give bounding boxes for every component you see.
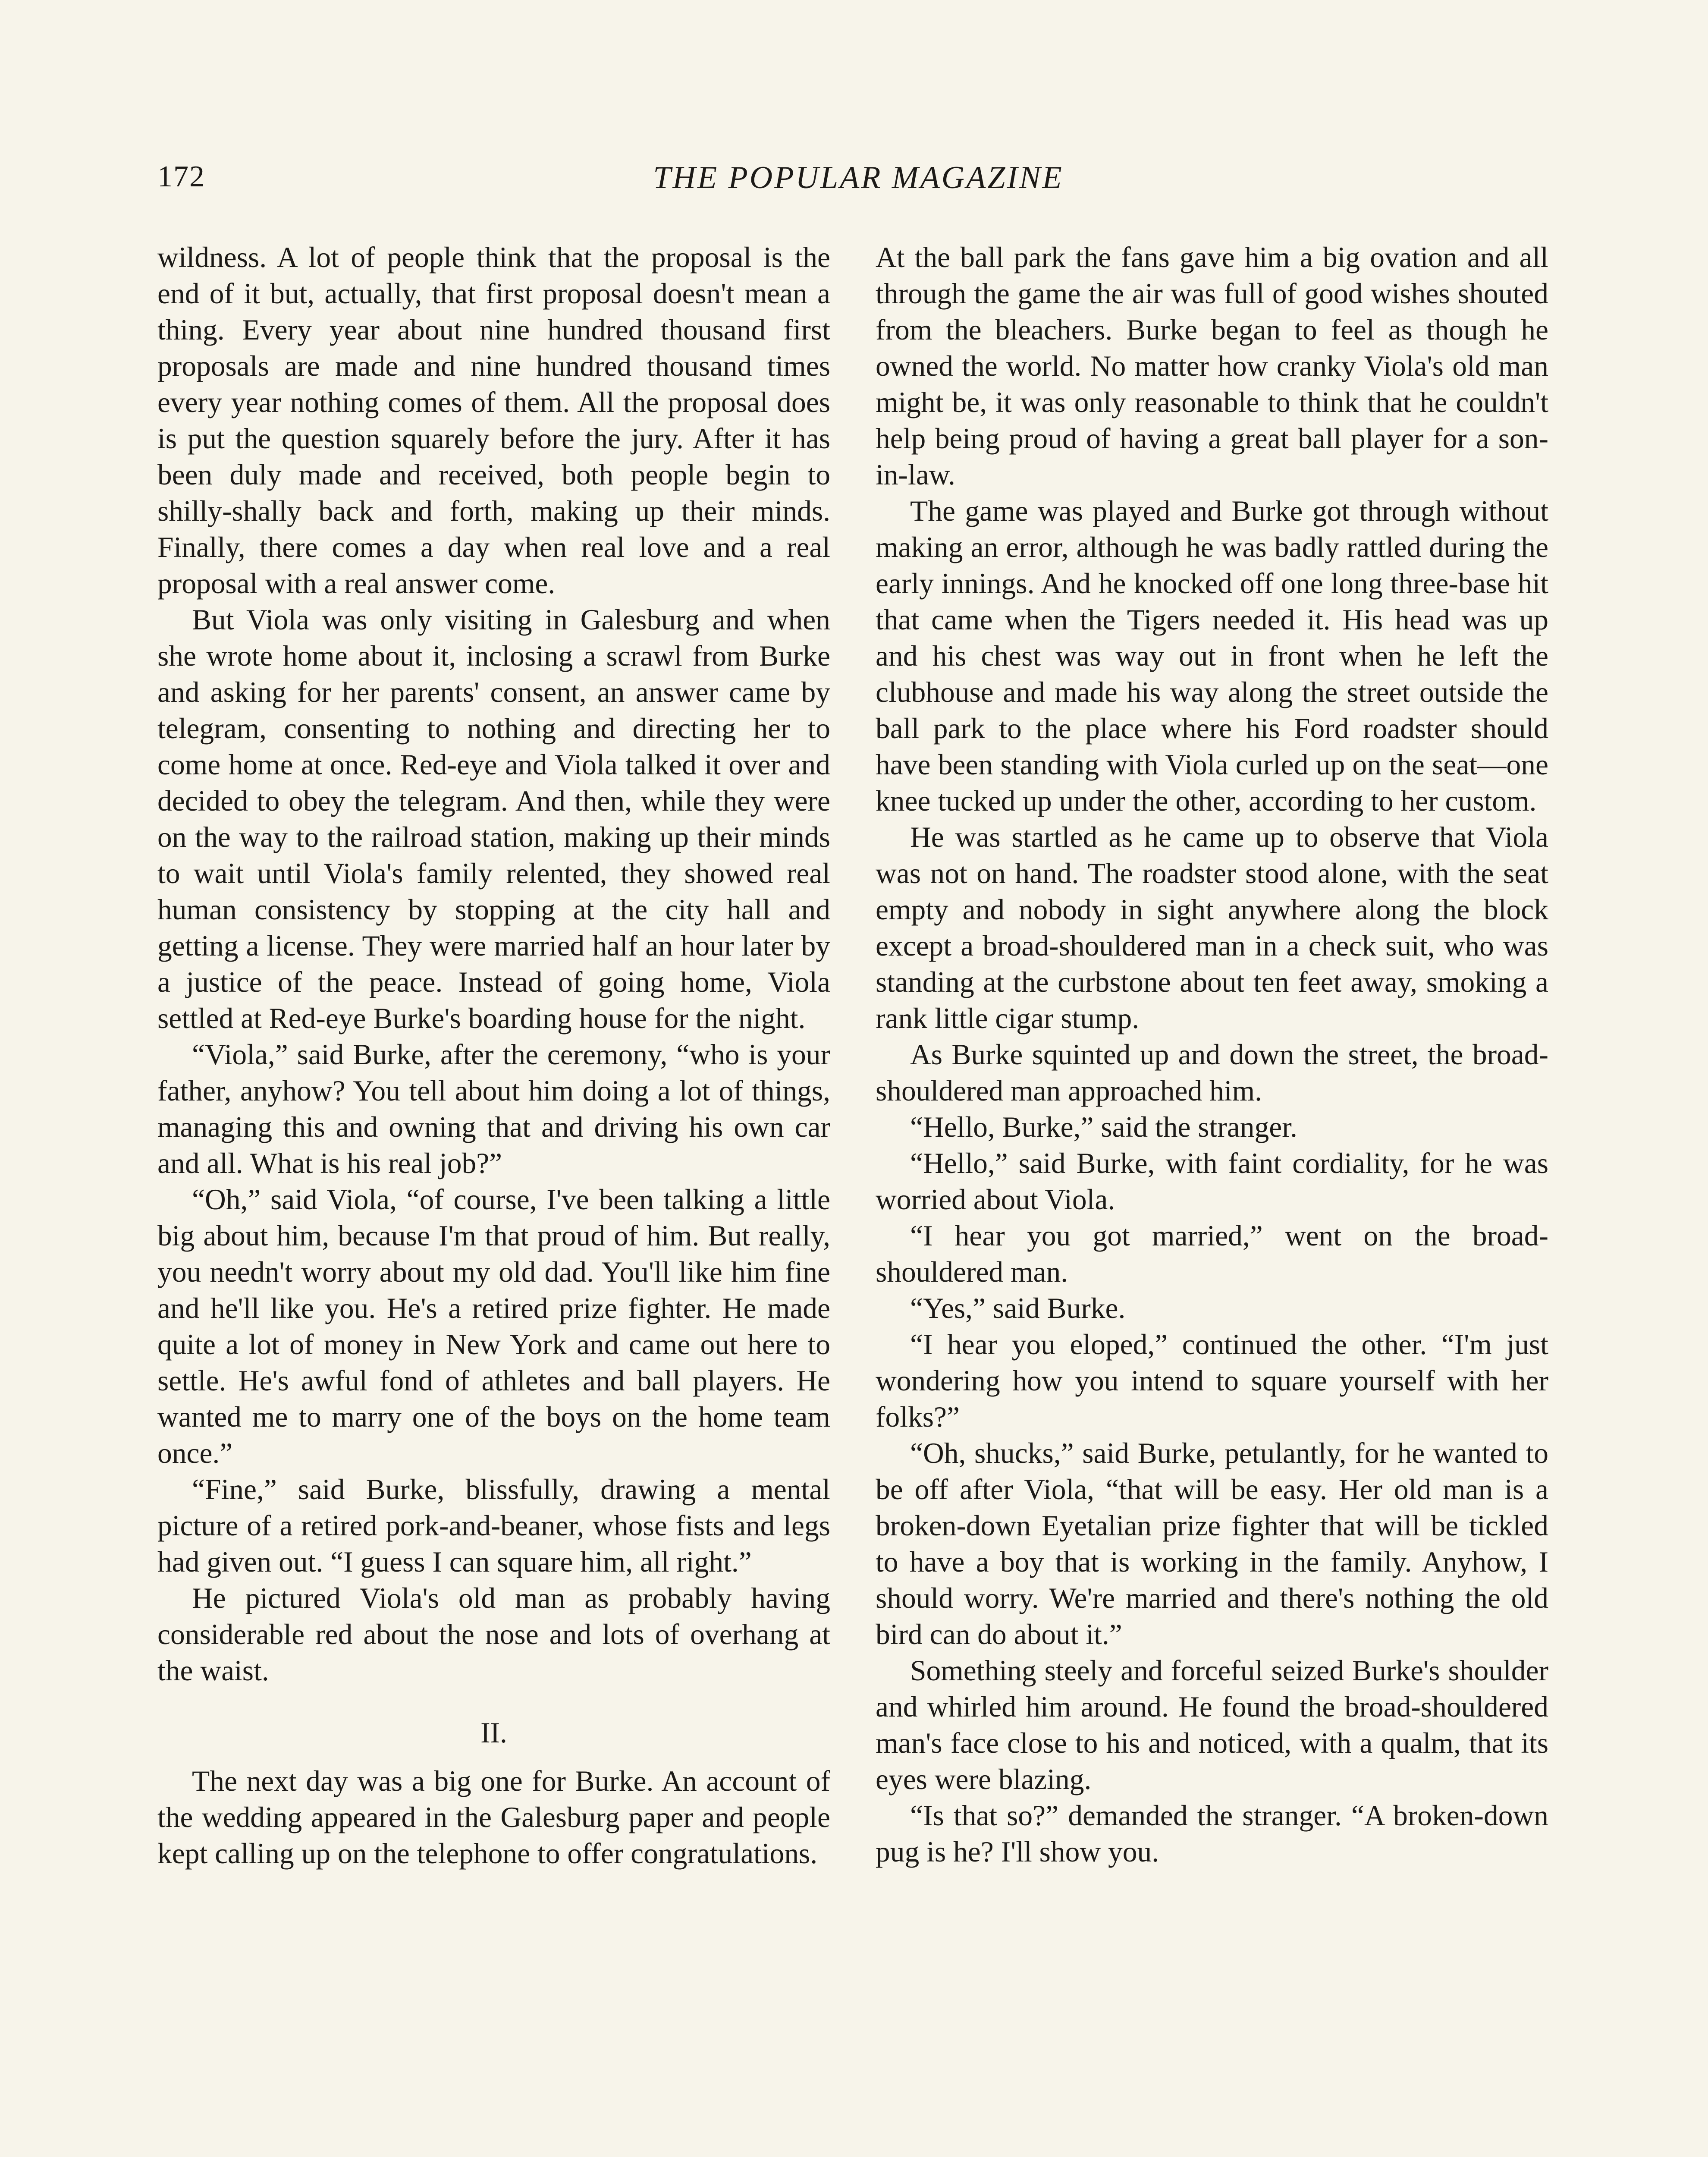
paragraph: But Viola was only visiting in Galesburg and when she wrote home about it, inclosing a scrawl from Burke and asking for her parents' consent, an answer came by telegram, consenting to nothing and directing her to come home at once. Red-eye and Viola talked it over and decided to obey the telegram. And then, while they were on the way to the railroad station, making up their minds to wait until Viola's family relented, they showed real human consistency by stopping at the city hall and getting a license. They were married half an hour later by a justice of the peace. Instead of going home, Viola settled at Red-eye Burke's boarding house for the night. [157, 604, 830, 1034]
paragraph: “Yes,” said Burke. [910, 1292, 1126, 1324]
left-column [157, 239, 830, 1872]
paragraph: “Hello, Burke,” said the stranger. [910, 1111, 1297, 1143]
right-column [876, 239, 1548, 1870]
page-number: 172 [157, 160, 205, 193]
paragraph: He was startled as he came up to observe that Viola was not on hand. The roadster stood alone, with the seat empty and nobody in sight anywhere along the block except a broad-shouldered man in a check suit, who was standing at the curbstone about ten feet away, smoking a rank little cigar stump. [876, 821, 1548, 1034]
paragraph: “Oh, shucks,” said Burke, petulantly, for he wanted to be off after Viola, “that will be easy. Her old man is a broken-down Eyetalian prize fighter that will be tickled to have a boy that is working in the family. Anyhow, I should worry. We're married and there's nothing the old bird can do about it.” [876, 1437, 1548, 1651]
paragraph: As Burke squinted up and down the street, the broad-shouldered man approached him. [876, 1038, 1548, 1107]
paragraph: “I hear you eloped,” continued the other. “I'm just wondering how you intend to square yourself with her folks?” [876, 1328, 1548, 1433]
paragraph: The game was played and Burke got through without making an error, although he was badly rattled during the early innings. And he knocked off one long three-base hit that came when the Tigers needed it. His head was up and his chest was way out in front when he left the clubhouse and made his way along the street outside the ball park to the place where his Ford roadster should have been standing with Viola curled up on the seat—one knee tucked up under the other, according to her custom. [876, 495, 1548, 817]
paragraph: He pictured Viola's old man as probably having considerable red about the nose and lots of overhang at the waist. [157, 1582, 830, 1687]
paragraph: wildness. A lot of people think that the proposal is the end of it but, actually, that first proposal doesn't mean a thing. Every year about nine hundred thousand first proposals are made and nine hundred thousand times every year nothing comes of them. All the proposal does is put the question squarely before the jury. After it has been duly made and received, both people begin to shilly-shally back and forth, making up their minds. Finally, there comes a day when real love and a real proposal with a real answer come. [157, 241, 830, 600]
paragraph: “I hear you got married,” went on the broad-shouldered man. [876, 1220, 1548, 1288]
running-title: THE POPULAR MAGAZINE [653, 160, 1064, 195]
paragraph: The next day was a big one for Burke. An account of the wedding appeared in the Galesburg paper and people kept calling up on the telephone to offer congratulations. [157, 1765, 830, 1870]
paragraph: “Is that so?” demanded the stranger. “A broken-down pug is he? I'll show you. [876, 1799, 1548, 1868]
paragraph: Something steely and forceful seized Burke's shoulder and whirled him around. He found the broad-shouldered man's face close to his and noticed, with a qualm, that its eyes were blazing. [876, 1654, 1548, 1795]
paragraph: “Oh,” said Viola, “of course, I've been talking a little big about him, because I'm that proud of him. But really, you needn't worry about my old dad. You'll like him fine and he'll like you. He's a retired prize fighter. He made quite a lot of money in New York and came out here to settle. He's awful fond of athletes and ball players. He wanted me to marry one of the boys on the home team once.” [157, 1183, 830, 1469]
paragraph: “Hello,” said Burke, with faint cordiality, for he was worried about Viola. [876, 1147, 1548, 1216]
paragraph: At the ball park the fans gave him a big ovation and all through the game the air was full of good wishes shouted from the bleachers. Burke began to feel as though he owned the world. No matter how cranky Viola's old man might be, it was only reasonable to think that he couldn't help being proud of having a great ball player for a son-in-law. [876, 241, 1548, 491]
section-heading: II. [480, 1717, 507, 1749]
paragraph: “Viola,” said Burke, after the ceremony, “who is your father, anyhow? You tell about him doing a lot of things, managing this and owning that and driving his own car and all. What is his real job?” [157, 1038, 830, 1179]
paragraph: “Fine,” said Burke, blissfully, drawing a mental picture of a retired pork-and-beaner, whose fists and legs had given out. “I guess I can square him, all right.” [157, 1473, 830, 1578]
